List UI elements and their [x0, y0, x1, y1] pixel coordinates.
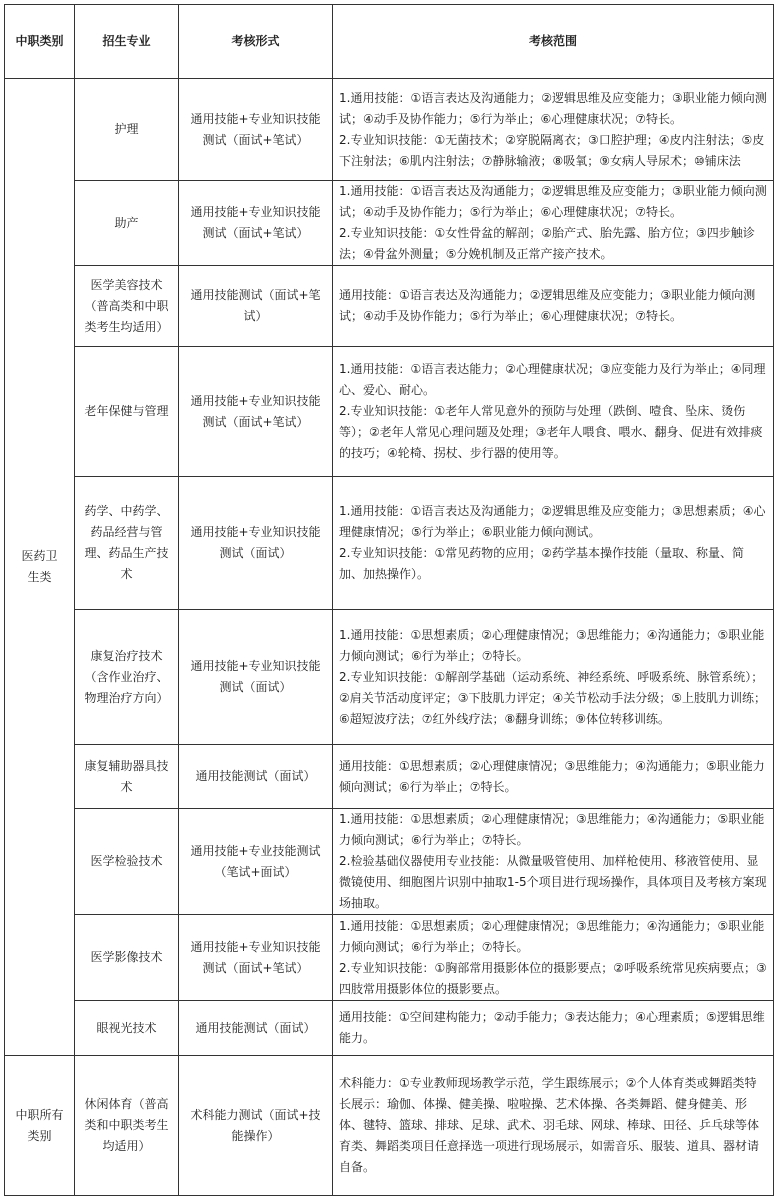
- scope-line: 术科能力：①专业教师现场教学示范，学生跟练展示；②个人体育类或舞蹈类特长展示：瑜伽、体操、健美操、啦啦操、艺术体操、各类舞蹈、健身健美、形体、毽特、篮球、排球、足球、武术、羽毛球、网球、棒球、田径、乒乓球等体育类、舞蹈类项目任意择选一项进行现场展示，如需音乐、服装、道具、器材请自备。: [339, 1076, 760, 1174]
- header-category: 中职类别: [5, 5, 75, 79]
- scope-cell: [333, 1001, 774, 1056]
- table-row: [5, 745, 774, 809]
- form-cell: 通用技能测试（面试+笔试）: [179, 266, 333, 347]
- table-row: [5, 347, 774, 477]
- scope-line: 2.专业知识技能：①老年人常见意外的预防与处理（跌倒、噎食、坠床、烫伤等）；②老年人常见心理问题及处理；③老年人喂食、喂水、翻身、促进有效排痰的技巧；④轮椅、拐杖、步行器的使用等。: [339, 404, 763, 460]
- scope-line: 2.专业知识技能：①解剖学基础（运动系统、神经系统、呼吸系统、脉管系统）；②肩关节活动度评定；③下肢肌力评定；④关节松动手法分级；⑤上肢肌力训练；⑥超短波疗法；⑦红外线疗法；⑧翻身训练；⑨体位转移训练。: [339, 669, 767, 726]
- table-row: [5, 915, 774, 1001]
- scope-cell: [333, 745, 774, 809]
- admission-table: [4, 4, 774, 1196]
- scope-cell: [333, 809, 774, 915]
- scope-cell: [333, 181, 774, 266]
- major-cell: 老年保健与管理: [75, 347, 179, 477]
- scope-cell: [333, 79, 774, 181]
- scope-line: 2.检验基础仪器使用专业技能：从微量吸管使用、加样枪使用、移液管使用、显微镜使用、细胞图片识别中抽取1-5个项目进行现场操作，具体项目及考核方案现场抽取。: [339, 854, 767, 910]
- scope-cell: [333, 266, 774, 347]
- major-cell: 康复治疗技术（含作业治疗、物理治疗方向）: [75, 610, 179, 745]
- category-cell: 中职所有类别: [5, 1056, 75, 1196]
- major-cell: 眼视光技术: [75, 1001, 179, 1056]
- table-row: [5, 1001, 774, 1056]
- form-cell: 通用技能测试（面试）: [179, 1001, 333, 1056]
- scope-line: 2.专业知识技能：①胸部常用摄影体位的摄影要点；②呼吸系统常见疾病要点；③四肢常用摄影体位的摄影要点。: [339, 960, 767, 996]
- scope-line: 1.通用技能：①语言表达及沟通能力；②逻辑思维及应变能力；③思想素质；④心理健康情况；⑤行为举止；⑥职业能力倾向测试。: [339, 504, 766, 539]
- header-form: 考核形式: [179, 5, 333, 79]
- form-cell: 通用技能+专业知识技能测试（面试）: [179, 610, 333, 745]
- major-cell: 药学、中药学、药品经营与管理、药品生产技术: [75, 477, 179, 610]
- table-row: [5, 181, 774, 266]
- scope-cell: [333, 477, 774, 610]
- header-scope: 考核范围: [333, 5, 774, 79]
- major-cell: 医学美容技术（普高类和中职类考生均适用）: [75, 266, 179, 347]
- form-cell: 通用技能+专业知识技能测试（面试+笔试）: [179, 181, 333, 266]
- table-row: [5, 809, 774, 915]
- scope-line: 通用技能：①思想素质；②心理健康情况；③思维能力；④沟通能力；⑤职业能力倾向测试；⑥行为举止；⑦特长。: [339, 758, 765, 794]
- category-cell: 医药卫生类: [5, 79, 75, 1056]
- scope-line: 通用技能：①语言表达及沟通能力；②逻辑思维及应变能力；③职业能力倾向测试；④动手及协作能力；⑤行为举止；⑥心理健康状况；⑦特长。: [339, 288, 756, 323]
- table-row: [5, 1056, 774, 1196]
- scope-line: 1.通用技能：①语言表达及沟通能力；②逻辑思维及应变能力；③职业能力倾向测试；④动手及协作能力；⑤行为举止；⑥心理健康状况；⑦特长。: [339, 90, 767, 126]
- scope-cell: [333, 610, 774, 745]
- form-cell: 通用技能+专业知识技能测试（面试）: [179, 477, 333, 610]
- table-row: [5, 266, 774, 347]
- major-cell: 医学检验技术: [75, 809, 179, 915]
- form-cell: 通用技能+专业技能测试（笔试+面试）: [179, 809, 333, 915]
- table-row: [5, 79, 774, 181]
- scope-line: 1.通用技能：①思想素质；②心理健康情况；③思维能力；④沟通能力；⑤职业能力倾向测试；⑥行为举止；⑦特长。: [339, 918, 765, 954]
- major-cell: 休闲体育（普高类和中职类考生均适用）: [75, 1056, 179, 1196]
- scope-line: 2.专业知识技能：①常见药物的应用；②药学基本操作技能（量取、称量、简加、加热操作）。: [339, 546, 744, 581]
- form-cell: 通用技能+专业知识技能测试（面试+笔试）: [179, 347, 333, 477]
- scope-cell: [333, 1056, 774, 1196]
- major-cell: 护理: [75, 79, 179, 181]
- major-cell: 助产: [75, 181, 179, 266]
- form-cell: 术科能力测试（面试+技能操作）: [179, 1056, 333, 1196]
- scope-line: 1.通用技能：①思想素质；②心理健康情况；③思维能力；④沟通能力；⑤职业能力倾向测试；⑥行为举止；⑦特长。: [339, 627, 765, 663]
- scope-cell: [333, 915, 774, 1001]
- table-row: [5, 610, 774, 745]
- form-cell: 通用技能+专业知识技能测试（面试+笔试）: [179, 79, 333, 181]
- header-major: 招生专业: [75, 5, 179, 79]
- table-row: [5, 477, 774, 610]
- form-cell: 通用技能+专业知识技能测试（面试+笔试）: [179, 915, 333, 1001]
- major-cell: 医学影像技术: [75, 915, 179, 1001]
- form-cell: 通用技能测试（面试）: [179, 745, 333, 809]
- scope-cell: [333, 347, 774, 477]
- scope-line: 2.专业知识技能：①女性骨盆的解剖；②胎产式、胎先露、胎方位；③四步触诊法；④骨盆外测量；⑤分娩机制及正常产接产技术。: [339, 226, 755, 261]
- header-row: [5, 5, 774, 79]
- scope-line: 1.通用技能：①思想素质；②心理健康情况；③思维能力；④沟通能力；⑤职业能力倾向测试；⑥行为举止；⑦特长。: [339, 812, 765, 847]
- scope-line: 通用技能：①空间建构能力；②动手能力；③表达能力；④心理素质；⑤逻辑思维能力。: [339, 1010, 765, 1045]
- scope-line: 2.专业知识技能：①无菌技术；②穿脱隔离衣；③口腔护理；④皮内注射法；⑤皮下注射法；⑥肌内注射法；⑦静脉输液；⑧吸氧；⑨女病人导尿术；⑩铺床法: [339, 132, 765, 168]
- scope-line: 1.通用技能：①语言表达及沟通能力；②逻辑思维及应变能力；③职业能力倾向测试；④动手及协作能力；⑤行为举止；⑥心理健康状况；⑦特长。: [339, 184, 767, 219]
- major-cell: 康复辅助器具技术: [75, 745, 179, 809]
- scope-line: 1.通用技能：①语言表达能力；②心理健康状况；③应变能力及行为举止；④同理心、爱心、耐心。: [339, 362, 766, 397]
